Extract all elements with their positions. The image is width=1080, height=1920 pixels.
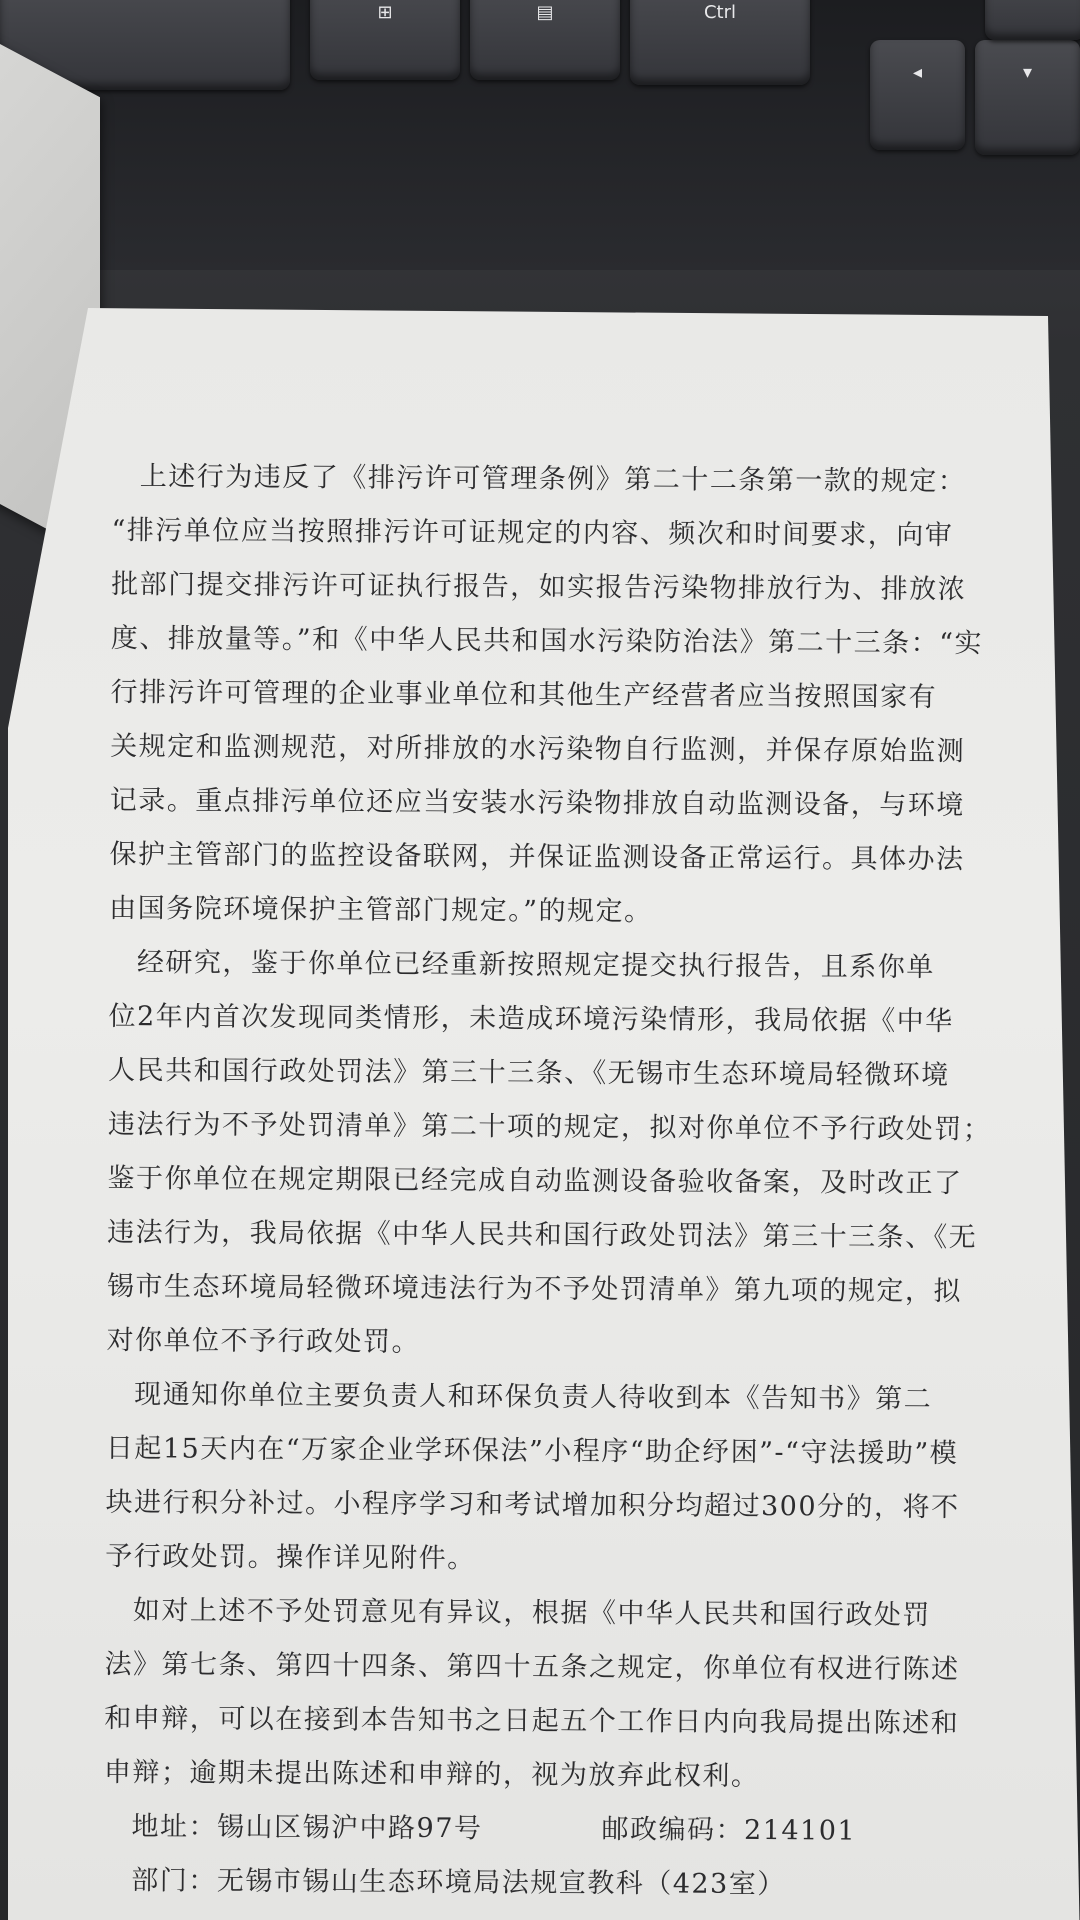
windows-icon: ⊞: [377, 2, 393, 23]
menu-icon: ▤: [536, 2, 554, 23]
doc-line: 批部门提交排污许可证执行报告，如实报告污染物排放行为、排放浓: [111, 568, 967, 606]
doc-line: 上述行为违反了《排污许可管理条例》第二十二条第一款的规定：: [139, 461, 967, 498]
doc-line: 锡市生态环境局轻微环境违法行为不予处罚清单》第九项的规定，拟: [106, 1270, 962, 1308]
doc-line: 位2年内首次发现同类情形，未造成环境污染情形，我局依据《中华: [108, 1000, 954, 1038]
ctrl-key-label: Ctrl: [703, 2, 737, 23]
doc-line: 和申辩，可以在接到本告知书之日起五个工作日内向我局提出陈述和: [104, 1702, 960, 1740]
doc-line: 日起15天内在“万家企业学环保法”小程序“助企纾困”-“守法援助”模: [105, 1432, 959, 1470]
doc-line: 违法行为不予处罚清单》第二十项的规定，拟对你单位不予行政处罚；: [107, 1108, 992, 1146]
doc-line: 如对上述不予处罚意见有异议，根据《中华人民共和国行政处罚: [132, 1595, 931, 1632]
doc-line: 记录。重点排污单位还应当安装水污染物排放自动监测设备，与环境: [109, 784, 965, 822]
arrow-up-key: [985, 0, 1080, 40]
ctrl-key: [630, 0, 810, 85]
contact-line: [103, 1800, 903, 1859]
doc-line: 申辩；逾期未提出陈述和申辩的，视为放弃此权利。: [103, 1756, 760, 1792]
doc-line: 关规定和监测规范，对所排放的水污染物自行监测，并保存原始监测: [110, 730, 966, 768]
doc-line: 由国务院环境保护主管部门规定。”的规定。: [109, 892, 653, 928]
arrow-left-icon: ◂: [912, 62, 923, 83]
doc-line: 法》第七条、第四十四条、第四十五条之规定，你单位有权进行陈述: [104, 1648, 960, 1686]
arrow-down-icon: ▾: [1022, 62, 1033, 83]
doc-line: 保护主管部门的监控设备联网，并保证监测设备正常运行。具体办法: [109, 838, 965, 876]
postcode: 邮政编码：214101: [601, 1814, 857, 1847]
doc-line: 鉴于你单位在规定期限已经完成自动监测设备验收备案，及时改正了: [107, 1162, 963, 1200]
document-body: [103, 450, 992, 1913]
doc-line: 予行政处罚。操作详见附件。: [105, 1540, 476, 1575]
doc-line: 经研究，鉴于你单位已经重新按照规定提交执行报告，且系你单: [136, 947, 935, 984]
doc-line: 违法行为，我局依据《中华人民共和国行政处罚法》第三十三条、《无: [107, 1216, 978, 1254]
keyboard: [0, 0, 1080, 270]
department: 部门：无锡市锡山生态环境局法规宣教科（423室）: [131, 1865, 786, 1901]
doc-line: 现通知你单位主要负责人和环保负责人待收到本《告知书》第二: [134, 1379, 933, 1416]
windows-key: [310, 0, 460, 80]
doc-line: 度、排放量等。”和《中华人民共和国水污染防治法》第二十三条：“实: [110, 622, 984, 660]
arrow-down-key: [975, 40, 1080, 155]
doc-line: 行排污许可管理的企业事业单位和其他生产经营者应当按照国家有: [110, 676, 938, 714]
doc-line: 人民共和国行政处罚法》第三十三条、《无锡市生态环境局轻微环境: [108, 1054, 950, 1092]
arrow-left-key: [870, 40, 965, 150]
doc-line: 对你单位不予行政处罚。: [106, 1324, 421, 1358]
doc-line: “排污单位应当按照排污许可证规定的内容、频次和时间要求，向审: [111, 514, 954, 552]
menu-key: [470, 0, 620, 80]
address: 地址：锡山区锡沪中路97号: [131, 1811, 483, 1845]
doc-line: 块进行积分补过。小程序学习和考试增加积分均超过300分的，将不: [105, 1486, 960, 1524]
